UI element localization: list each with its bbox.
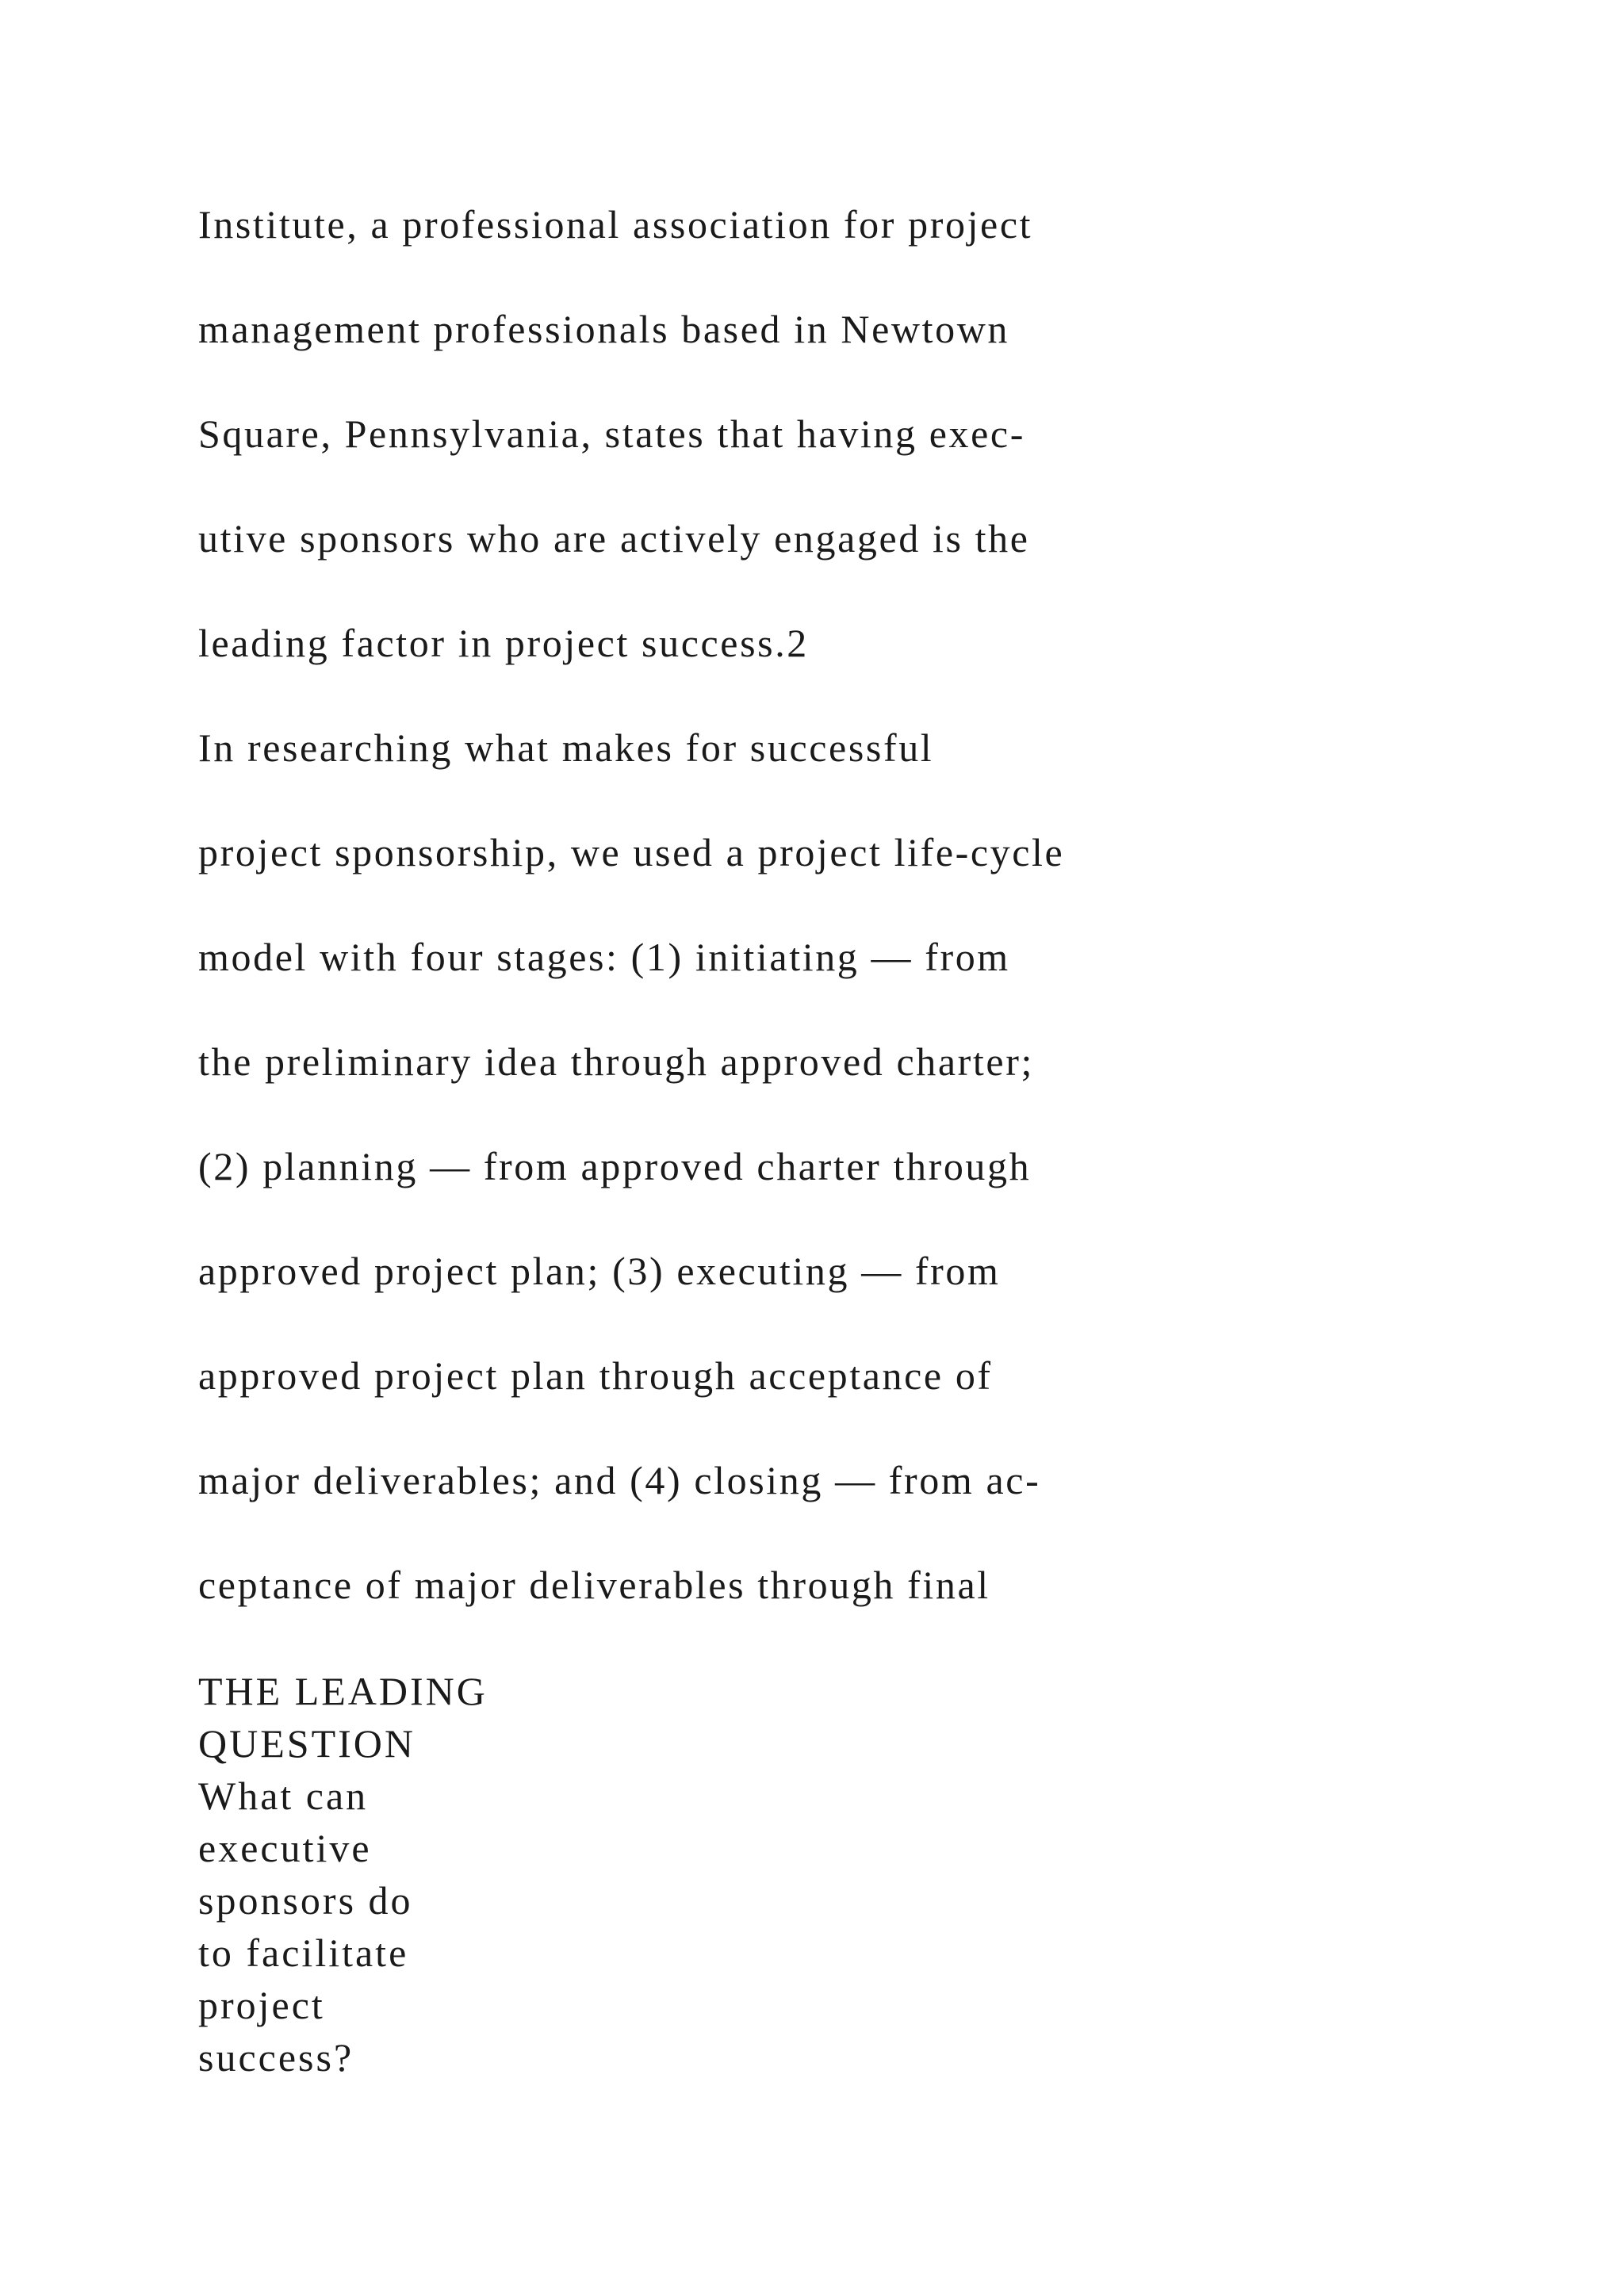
body-line: utive sponsors who are actively engaged is the: [198, 516, 1030, 561]
sidebar-question-line: project: [198, 1983, 325, 2027]
sidebar-question-line: What can: [198, 1774, 369, 1818]
sidebar-question-line: success?: [198, 2035, 354, 2080]
body-line: the preliminary idea through approved charter;: [198, 1039, 1034, 1084]
sidebar-heading: THE LEADING: [198, 1669, 488, 1713]
body-line: management professionals based in Newtown: [198, 307, 1010, 351]
sidebar-question-line: executive: [198, 1826, 372, 1870]
leading-question-sidebar: [198, 1665, 488, 2084]
sidebar-question-line: to facilitate: [198, 1931, 409, 1975]
body-line: major deliverables; and (4) closing — from ac-: [198, 1458, 1041, 1502]
body-line: project sponsorship, we used a project life-cycle: [198, 830, 1065, 874]
sidebar-heading: QUESTION: [198, 1721, 416, 1766]
body-line: In researching what makes for successful: [198, 725, 934, 770]
sidebar-question-line: sponsors do: [198, 1878, 413, 1923]
body-text: [198, 197, 1064, 1662]
body-line: approved project plan through acceptance of: [198, 1353, 993, 1398]
body-line: leading factor in project success.2: [198, 621, 809, 665]
body-line: ceptance of major deliverables through final: [198, 1563, 990, 1607]
body-line: model with four stages: (1) initiating — from: [198, 935, 1010, 979]
body-line: approved project plan; (3) executing — from: [198, 1249, 1001, 1293]
body-line: Square, Pennsylvania, states that having exec-: [198, 411, 1025, 456]
body-line: (2) planning — from approved charter through: [198, 1144, 1032, 1188]
body-line: Institute, a professional association for project: [198, 202, 1033, 247]
